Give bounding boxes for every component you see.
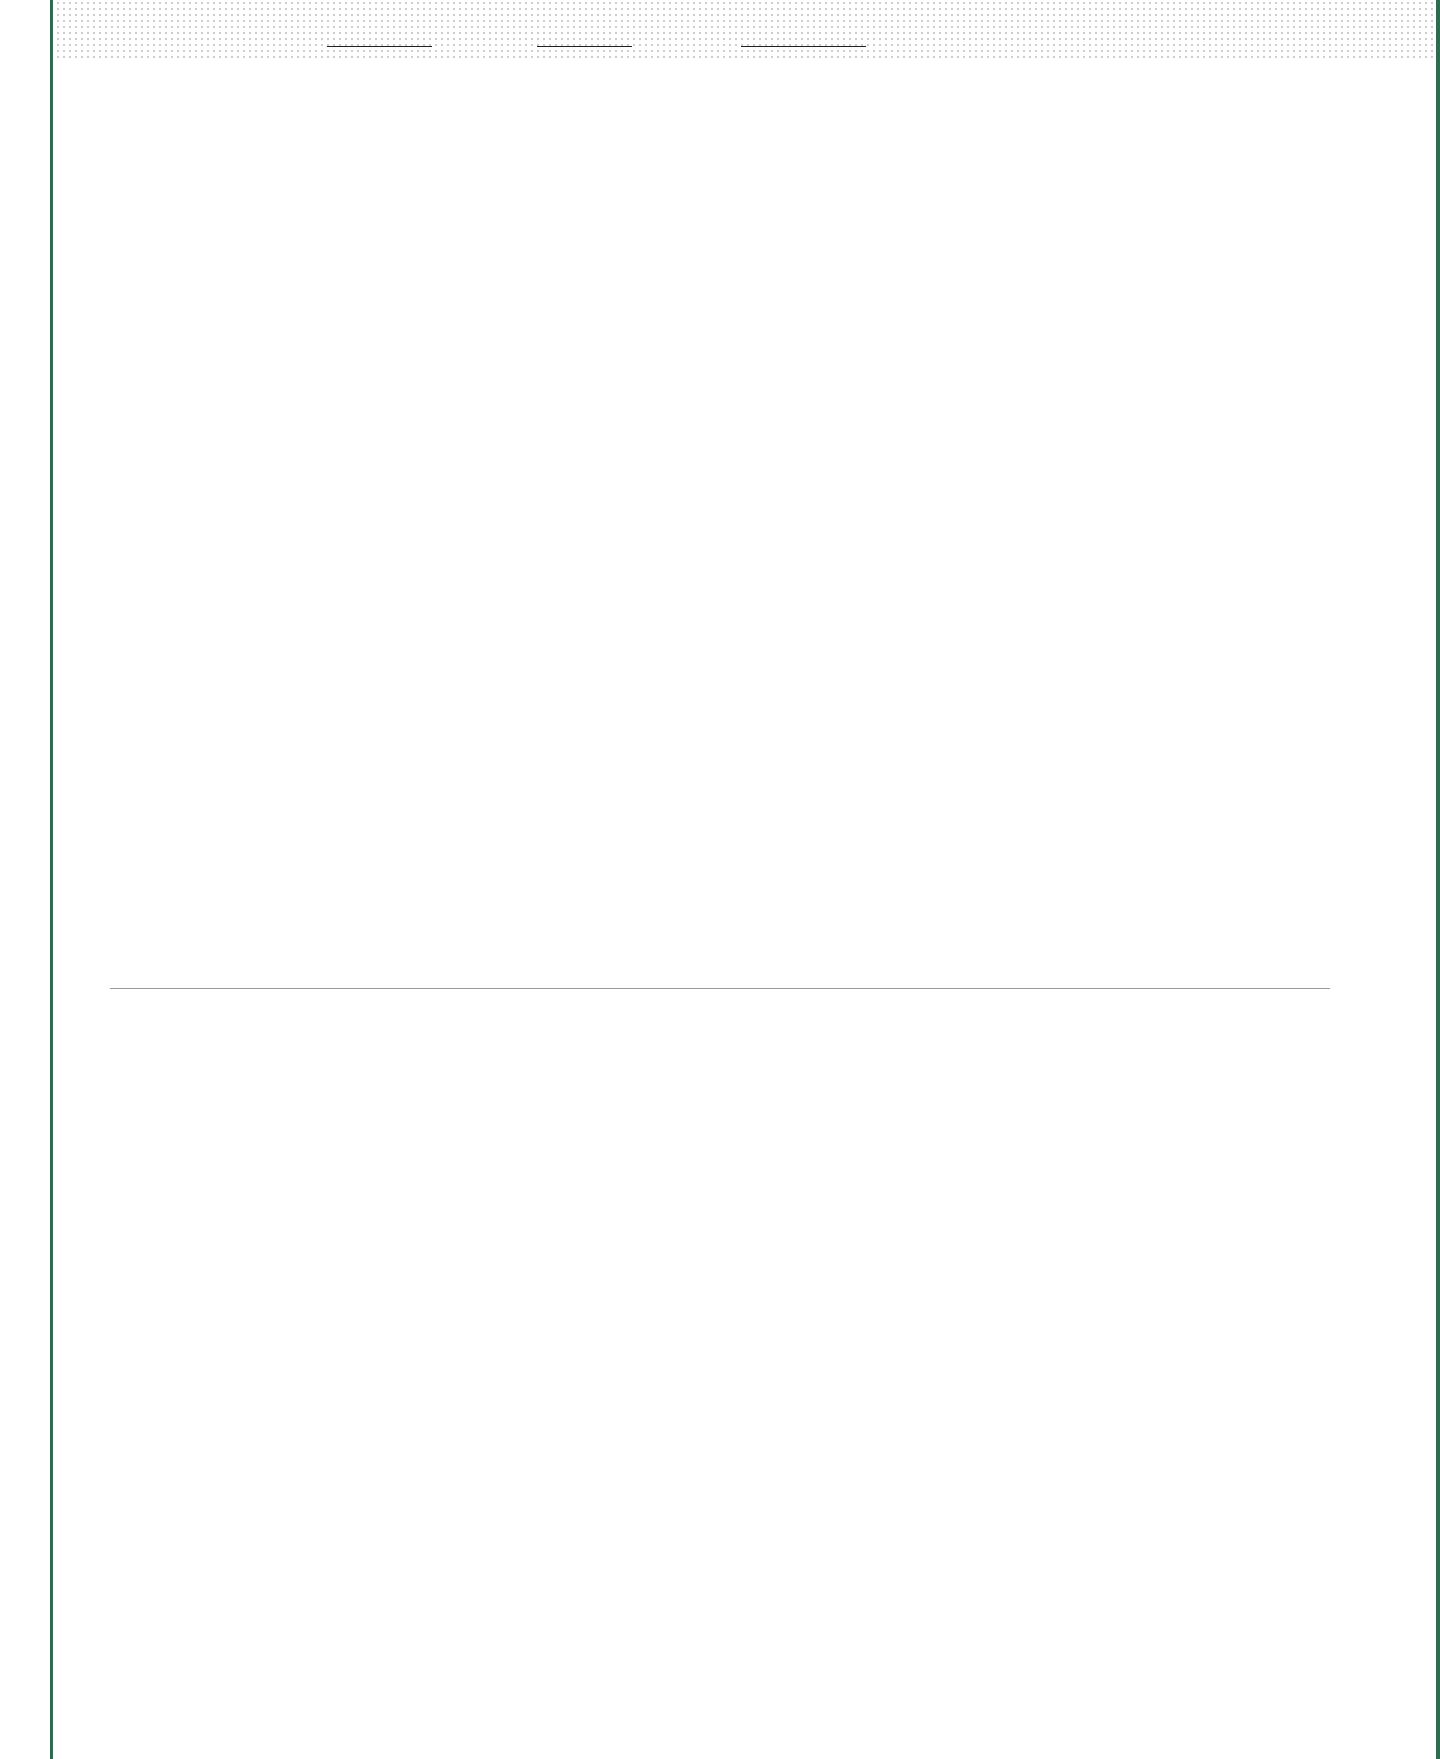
unit-field [323,28,432,47]
name-input-line[interactable] [537,46,632,47]
brand-logo [1184,6,1424,62]
left-border [0,0,53,1759]
lower-half [95,995,1295,1755]
exam-id-input-line[interactable] [741,46,866,47]
exam-page [55,115,1335,1755]
right-border [1436,0,1440,1759]
binding-cut-line [55,78,1436,102]
page-header [55,0,1436,62]
unit-input-line[interactable] [327,46,432,47]
exam-id-field [737,28,866,47]
upper-half [95,125,1295,970]
name-field [533,28,632,47]
